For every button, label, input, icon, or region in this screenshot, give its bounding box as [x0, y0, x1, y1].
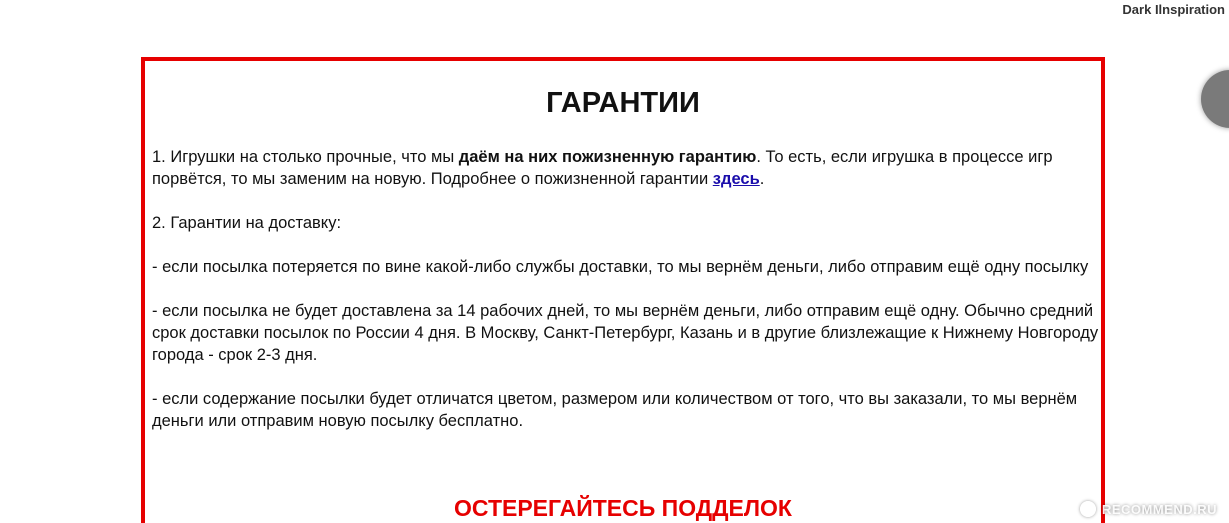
- guarantee-item-1-end: .: [759, 170, 765, 188]
- guarantee-item-2-heading: 2. Гарантии на доставку:: [152, 214, 342, 232]
- recommend-logo-icon: [1080, 501, 1096, 517]
- delivery-point-3: - если содержание посылки будет отличатся цветом, размером или количеством от того, что вы заказали, то мы вернём деньги или отправим новую посылку бесплатно.: [152, 390, 1078, 430]
- guarantees-content: [152, 146, 1102, 432]
- delivery-point-2: - если посылка не будет доставлена за 14 рабочих дней, то мы вернём деньги, либо отправим ещё одну. Обычно средний срок доставки посылок по России 4 дня. В Москву, Санкт-Петербург, Казань и в другие близлежащие к Нижнему Новгороду города - срок 2-3 дня.: [152, 302, 1099, 364]
- guarantee-item-1-suffix: . То есть, если игрушка в процессе игр порвётся, то мы заменим на новую. Подробнее о пожизненной гарантии: [152, 148, 1053, 188]
- guarantees-box: [141, 57, 1105, 523]
- side-floating-button[interactable]: [1201, 70, 1229, 128]
- guarantee-item-1: [152, 146, 1102, 190]
- delivery-point-1: - если посылка потеряется по вине какой-либо службы доставки, то мы вернём деньги, либо отправим ещё одну посылку: [152, 258, 1089, 276]
- counterfeit-warning-title: ОСТЕРЕГАЙТЕСЬ ПОДДЕЛОК: [454, 495, 792, 521]
- watermark-text: RECOMMEND.RU: [1101, 501, 1217, 517]
- guarantee-item-1-prefix: 1. Игрушки на столько прочные, что мы: [152, 148, 459, 166]
- user-name-label[interactable]: Dark Ilnspiration: [1122, 2, 1225, 17]
- guarantee-item-1-bold: даём на них пожизненную гарантию: [458, 148, 757, 166]
- guarantees-title: ГАРАНТИИ: [546, 87, 700, 119]
- recommend-watermark: [1080, 501, 1217, 517]
- lifetime-guarantee-link[interactable]: здесь: [712, 170, 760, 188]
